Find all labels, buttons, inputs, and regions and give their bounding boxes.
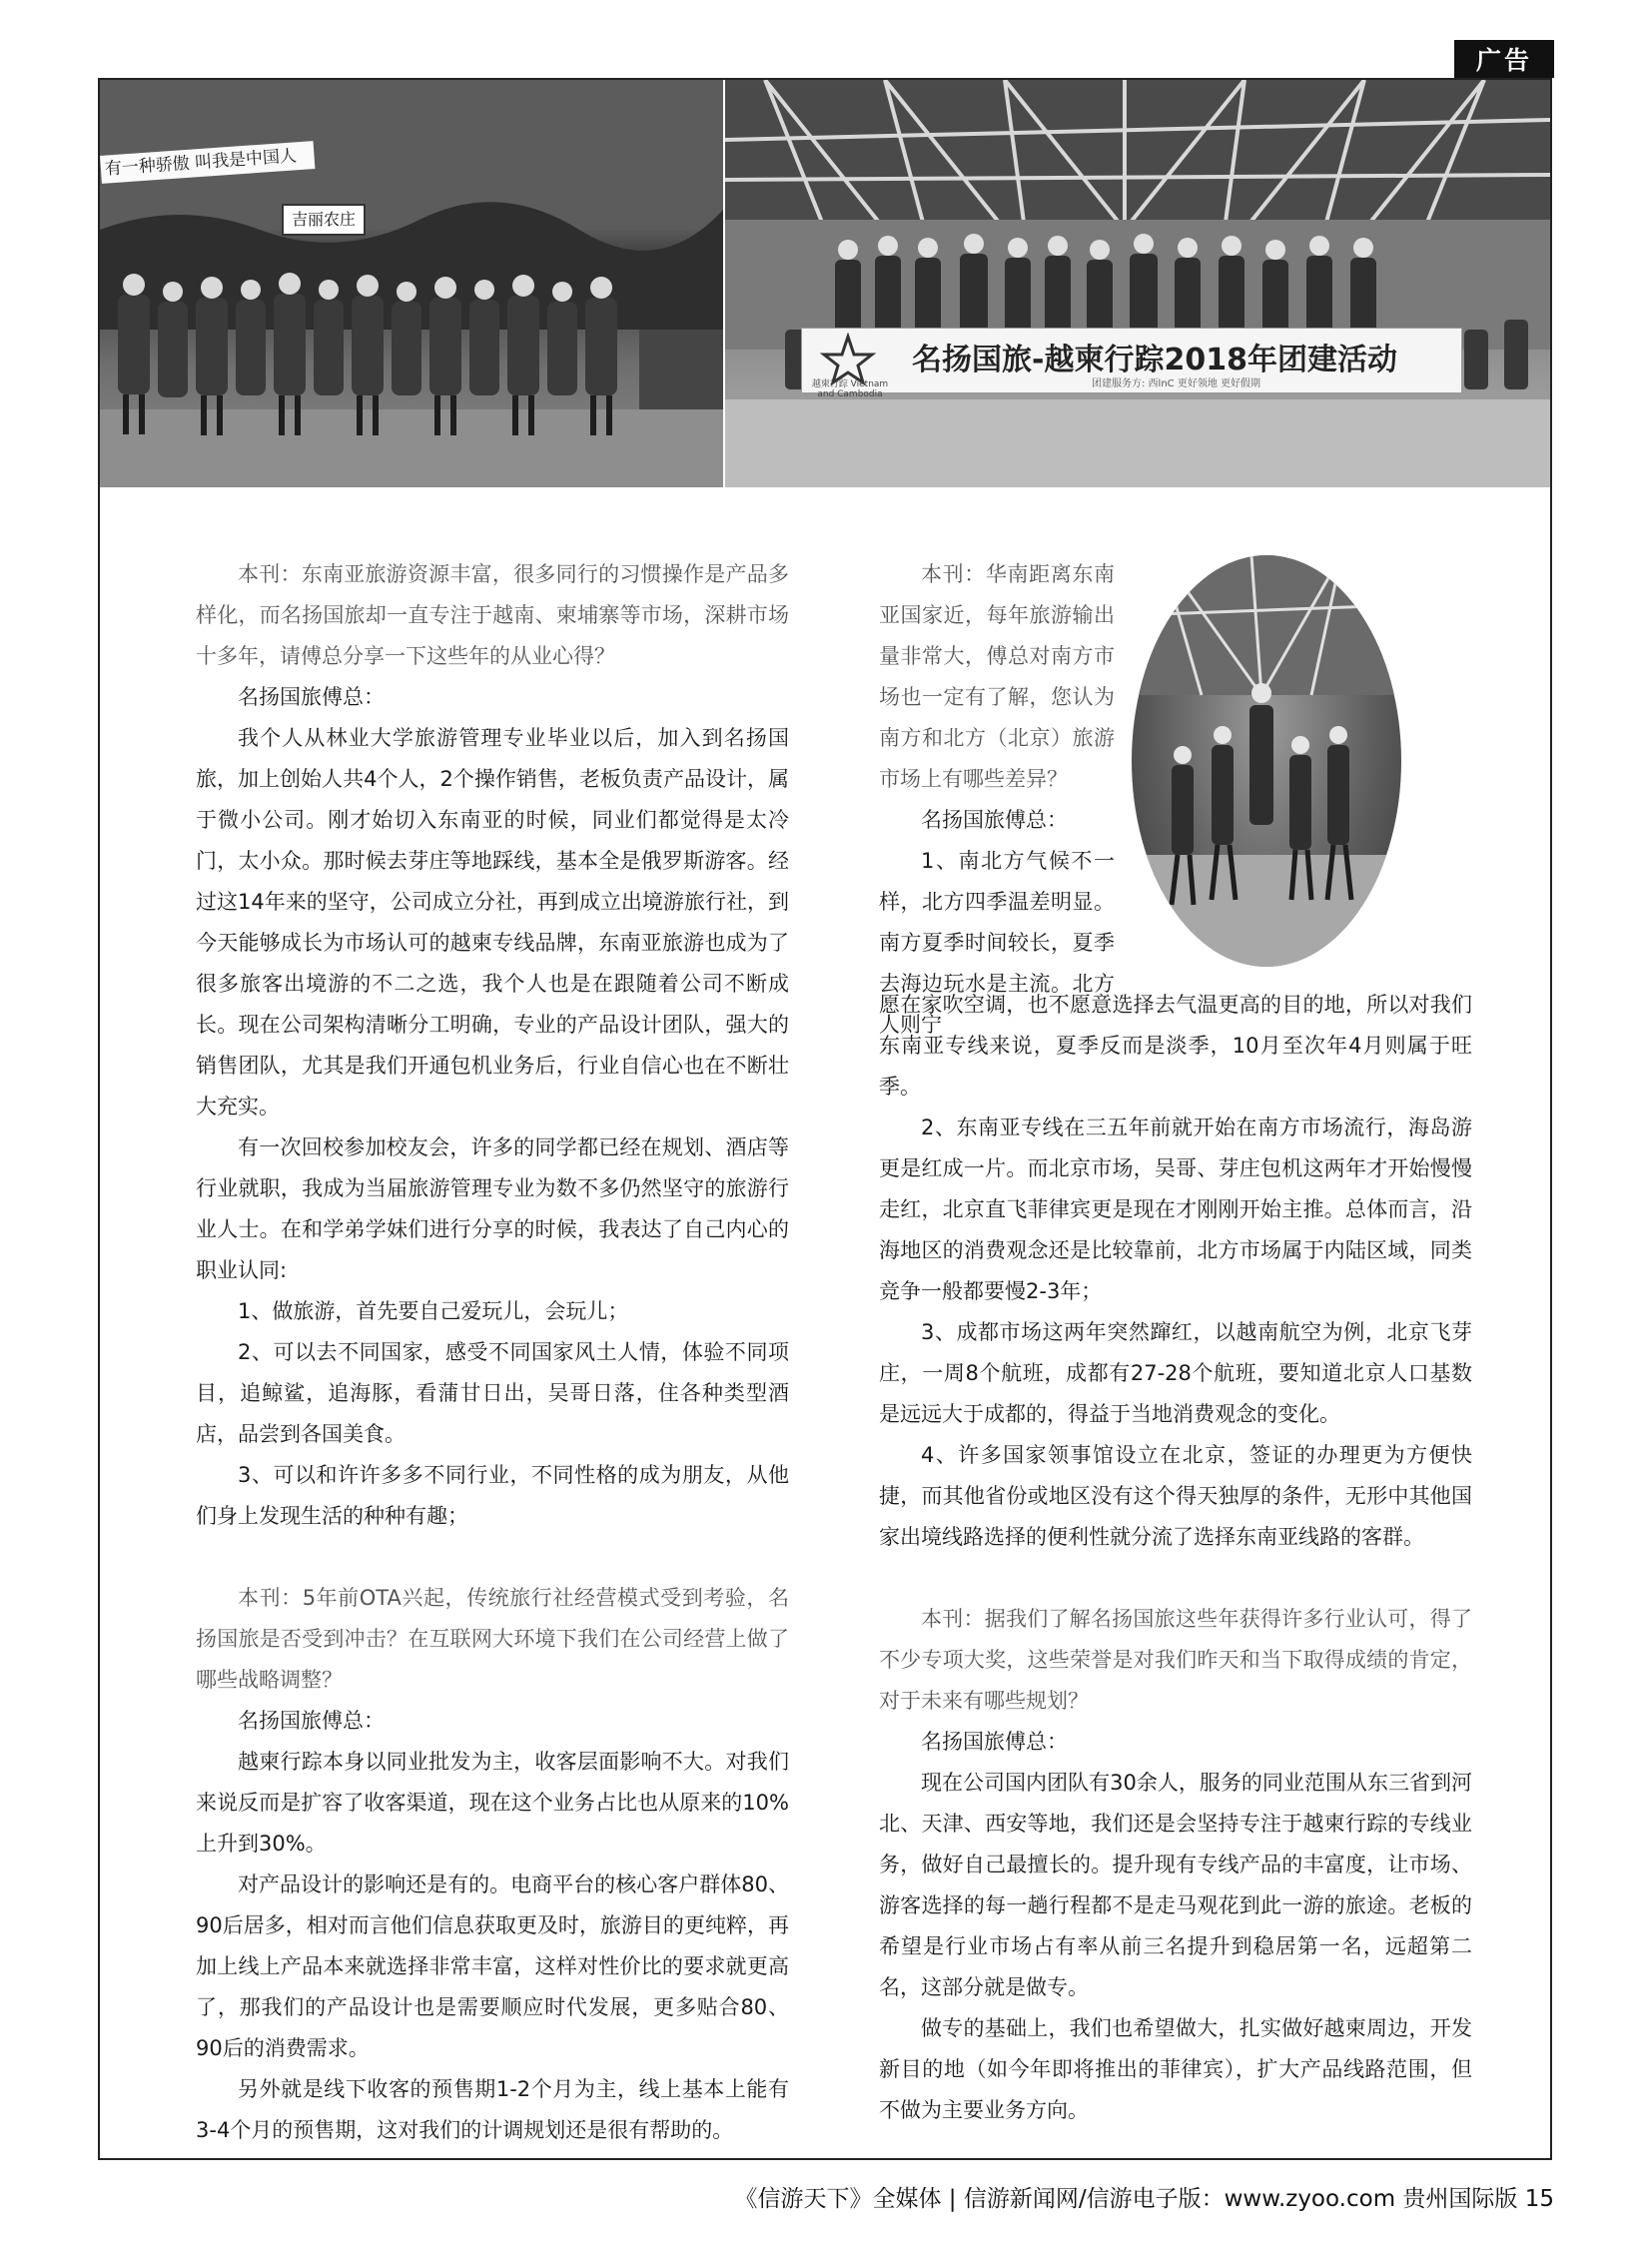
paragraph-a: 另外就是线下收客的预售期1-2个月为主，线上基本上能有3-4个月的预售期，这对我们的计调规划还是很有帮助的。	[196, 2077, 789, 2142]
paragraph-a: 现在公司国内团队有30余人，服务的同业范围从东三省到河北、天津、西安等地，我们还是会坚持专注于越柬行踪的专线业务，做好自己最擅长的。提升现有专线产品的丰富度，让市场、游客选择的每一趟行程都不是走马观花到此一游的旅途。老板的希望是行业市场占有率从前三名提升到稳居第一名，远超第二名，这部分就是做专。	[879, 1771, 1472, 1999]
banner-title: 名扬国旅-越柬行踪2018年团建活动	[912, 343, 1397, 377]
paragraph-a: 1、南北方气候不一样，北方四季温差明显。南方夏季时间较长，夏季去海边玩水是主流。北方人则宁	[879, 849, 1115, 1037]
photo-team-banner	[725, 80, 1550, 487]
paragraph-speaker: 名扬国旅傅总：	[238, 1709, 385, 1733]
photo-circle-activity	[1132, 555, 1401, 967]
paragraph-a: 3、可以和许许多多不同行业，不同性格的成为朋友，从他们身上发现生活的种种有趣；	[196, 1463, 789, 1528]
article-left-column	[196, 554, 789, 2151]
paragraph-q: 本刊：5年前OTA兴起，传统旅行社经营模式受到考验，名扬国旅是否受到冲击？在互联网大环境下我们在公司经营上做了哪些战略调整？	[196, 1586, 789, 1692]
photo-group-outdoor	[100, 80, 723, 487]
paragraph-speaker: 名扬国旅傅总：	[238, 685, 385, 709]
paragraph-q: 本刊：华南距离东南亚国家近，每年旅游输出量非常大，傅总对南方市场也一定有了解，您认为南方和北方（北京）旅游市场上有哪些差异？	[879, 562, 1115, 791]
photo-sign-left: 吉丽农庄	[282, 204, 366, 236]
paragraph-a: 对产品设计的影响还是有的。电商平台的核心客户群体80、90后居多，相对而言他们信息获取更及时，旅游目的更纯粹，再加上线上产品本来就选择非常丰富，这样对性价比的要求就更高了，那我们的产品设计也是需要顺应时代发展，更多贴合80、90后的消费需求。	[196, 1872, 789, 2060]
photo-team-banner-image	[725, 80, 1550, 487]
ad-tag: 广告	[1454, 40, 1554, 78]
paragraph-cont: 愿在家吹空调，也不愿意选择去气温更高的目的地，所以对我们东南亚专线来说，夏季反而是淡季，10月至次年4月则属于旺季。	[879, 993, 1472, 1099]
photo-group-outdoor-image	[100, 80, 723, 487]
paragraph-a: 有一次回校参加校友会，许多的同学都已经在规划、酒店等行业就职，我成为当届旅游管理专业为数不多仍然坚守的旅游行业人士。在和学弟学妹们进行分享的时候，我表达了自己内心的职业认同:	[196, 1135, 789, 1282]
paragraph-a: 3、成都市场这两年突然蹿红，以越南航空为例，北京飞芽庄，一周8个航班，成都有27-28个航班，要知道北京人口基数是远远大于成都的，得益于当地消费观念的变化。	[879, 1320, 1472, 1426]
paragraph-speaker: 名扬国旅傅总：	[921, 1730, 1068, 1754]
photo-banner-right	[801, 328, 1462, 399]
paragraph-a: 2、可以去不同国家，感受不同国家风土人情，体验不同项目，追鲸鲨，追海豚，看蒲甘日出，吴哥日落，住各种类型酒店，品尝到各国美食。	[196, 1340, 789, 1446]
page-footer: 《信游天下》全媒体 | 信游新闻网/信游电子版：www.zyoo.com 贵州国际版 15	[734, 2186, 1554, 2212]
photo-circle-activity-image	[1132, 555, 1401, 967]
photo-banner-left: 有一种骄傲 叫我是中国人	[100, 141, 315, 184]
paragraph-a: 越柬行踪本身以同业批发为主，收客层面影响不大。对我们来说反而是扩容了收客渠道，现在这个业务占比也从原来的10%上升到30%。	[196, 1750, 789, 1856]
paragraph-a: 1、做旅游，首先要自己爱玩儿，会玩儿；	[238, 1299, 629, 1323]
paragraph-a: 2、东南亚专线在三五年前就开始在南方市场流行，海岛游更是红成一片。而北京市场，吴哥、芽庄包机这两年才开始慢慢走红，北京直飞菲律宾更是现在才刚刚开始主推。总体而言，沿海地区的消费观念还是比较靠前，北方市场属于内陆区域，同类竞争一般都要慢2-3年；	[879, 1116, 1472, 1303]
paragraph-speaker: 名扬国旅傅总：	[921, 808, 1068, 832]
paragraph-a: 4、许多国家领事馆设立在北京，签证的办理更为方便快捷，而其他省份或地区没有这个得天独厚的条件，无形中其他国家出境线路选择的便利性就分流了选择东南亚线路的客群。	[879, 1443, 1472, 1549]
paragraph-q: 本刊：东南亚旅游资源丰富，很多同行的习惯操作是产品多样化，而名扬国旅却一直专注于越南、柬埔寨等市场，深耕市场十多年，请傅总分享一下这些年的从业心得？	[196, 562, 789, 668]
paragraph-a: 做专的基础上，我们也希望做大，扎实做好越柬周边，开发新目的地（如今年即将推出的菲律宾），扩大产品线路范围，但不做为主要业务方向。	[879, 2016, 1472, 2122]
banner-logo-text: 越柬行踪 Vietnam and Cambodia	[811, 379, 889, 399]
banner-subtitle: 团建服务方: 西lnC 更好领地 更好假期	[1092, 378, 1261, 389]
paragraph-a: 我个人从林业大学旅游管理专业毕业以后，加入到名扬国旅，加上创始人共4个人，2个操作销售，老板负责产品设计，属于微小公司。刚才始切入东南亚的时候，同业们都觉得是太冷门，太小众。那时候去芽庄等地踩线，基本全是俄罗斯游客。经过这14年来的坚守，公司成立分社，再到成立出境游旅行社，到今天能够成长为市场认可的越柬专线品牌，东南亚旅游也成为了很多旅客出境游的不二之选，我个人也是在跟随着公司不断成长。现在公司架构清晰分工明确，专业的产品设计团队，强大的销售团队，尤其是我们开通包机业务后，行业自信心也在不断壮大充实。	[196, 726, 789, 1119]
paragraph-q: 本刊：据我们了解名扬国旅这些年获得许多行业认可，得了不少专项大奖，这些荣誉是对我们昨天和当下取得成绩的肯定，对于未来有哪些规划？	[879, 1607, 1472, 1713]
article-right-top-column	[879, 554, 1115, 1046]
article-right-column	[879, 985, 1472, 2131]
